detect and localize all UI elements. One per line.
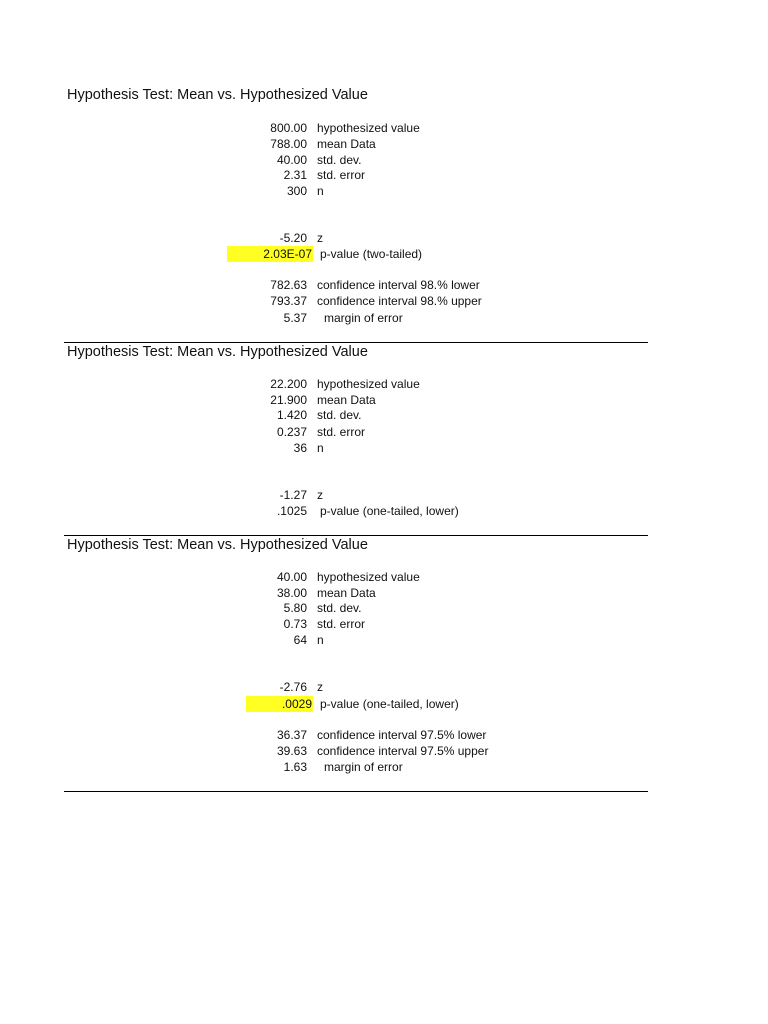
table-row (0, 120, 768, 136)
table-row (0, 585, 768, 601)
table-row (0, 136, 768, 152)
row-value: 788.00 (270, 137, 307, 151)
row-label: std. dev. (317, 408, 362, 422)
table-row (0, 392, 768, 408)
table-row (0, 277, 768, 293)
row-value: -1.27 (279, 488, 307, 502)
row-label: p-value (one-tailed, lower) (320, 504, 459, 518)
row-value: 800.00 (270, 121, 307, 135)
row-value: 300 (286, 184, 307, 198)
section-3-title: Hypothesis Test: Mean vs. Hypothesized Value (67, 537, 368, 553)
row-value: 22.200 (270, 377, 307, 391)
table-row (0, 424, 768, 440)
table-row (0, 407, 768, 423)
row-label: std. error (317, 425, 366, 439)
row-label: mean Data (317, 137, 376, 151)
row-label: confidence interval 98.% lower (317, 278, 480, 292)
row-label: confidence interval 97.5% upper (317, 744, 489, 758)
section-2-title: Hypothesis Test: Mean vs. Hypothesized Value (67, 344, 368, 360)
table-row (0, 696, 768, 712)
table-row (0, 727, 768, 743)
table-row (0, 743, 768, 759)
table-row (0, 310, 768, 326)
row-value: 5.37 (283, 311, 307, 325)
row-value: 38.00 (276, 586, 307, 600)
table-row (0, 230, 768, 246)
row-value: 2.31 (283, 168, 307, 182)
p-value-highlight: .0029 (246, 696, 313, 712)
row-label: std. error (317, 168, 366, 182)
table-row (0, 632, 768, 648)
row-value: 40.00 (276, 153, 307, 167)
row-value: 1.420 (276, 408, 307, 422)
row-value: 40.00 (276, 570, 307, 584)
table-row (0, 183, 768, 199)
table-row (0, 600, 768, 616)
row-label: p-value (one-tailed, lower) (320, 697, 459, 711)
row-label: z (317, 231, 323, 245)
table-row (0, 293, 768, 309)
row-label: hypothesized value (317, 377, 420, 391)
row-label: hypothesized value (317, 121, 420, 135)
table-row (0, 152, 768, 168)
row-label: std. error (317, 617, 366, 631)
row-label: mean Data (317, 393, 376, 407)
row-value: 64 (293, 633, 307, 647)
table-row (0, 616, 768, 632)
p-value-highlight: 2.03E-07 (227, 246, 313, 262)
table-row (0, 759, 768, 775)
table-row (0, 503, 768, 519)
row-label: n (317, 441, 324, 455)
row-value: 36 (293, 441, 307, 455)
row-value: .1025 (276, 504, 307, 518)
row-label: margin of error (324, 311, 403, 325)
row-value: 0.237 (276, 425, 307, 439)
row-value: 782.63 (270, 278, 307, 292)
section-1-title: Hypothesis Test: Mean vs. Hypothesized Value (67, 87, 368, 103)
row-label: n (317, 633, 324, 647)
row-value: 36.37 (276, 728, 307, 742)
row-label: mean Data (317, 586, 376, 600)
table-row (0, 569, 768, 585)
table-row (0, 679, 768, 695)
row-label: std. dev. (317, 601, 362, 615)
row-label: confidence interval 98.% upper (317, 294, 482, 308)
row-label: confidence interval 97.5% lower (317, 728, 487, 742)
row-value: 5.80 (283, 601, 307, 615)
table-row (0, 440, 768, 456)
row-label: margin of error (324, 760, 403, 774)
row-label: std. dev. (317, 153, 362, 167)
row-value: 21.900 (270, 393, 307, 407)
row-value: -2.76 (279, 680, 307, 694)
row-value: 39.63 (276, 744, 307, 758)
row-value: 0.73 (283, 617, 307, 631)
table-row (0, 167, 768, 183)
table-row (0, 487, 768, 503)
row-label: hypothesized value (317, 570, 420, 584)
section-divider (64, 791, 648, 792)
table-row (0, 376, 768, 392)
row-value: 1.63 (283, 760, 307, 774)
row-label: n (317, 184, 324, 198)
row-label: p-value (two-tailed) (320, 247, 423, 261)
row-value: 793.37 (270, 294, 307, 308)
table-row (0, 246, 768, 262)
row-label: z (317, 488, 323, 502)
row-label: z (317, 680, 323, 694)
row-value: -5.20 (279, 231, 307, 245)
